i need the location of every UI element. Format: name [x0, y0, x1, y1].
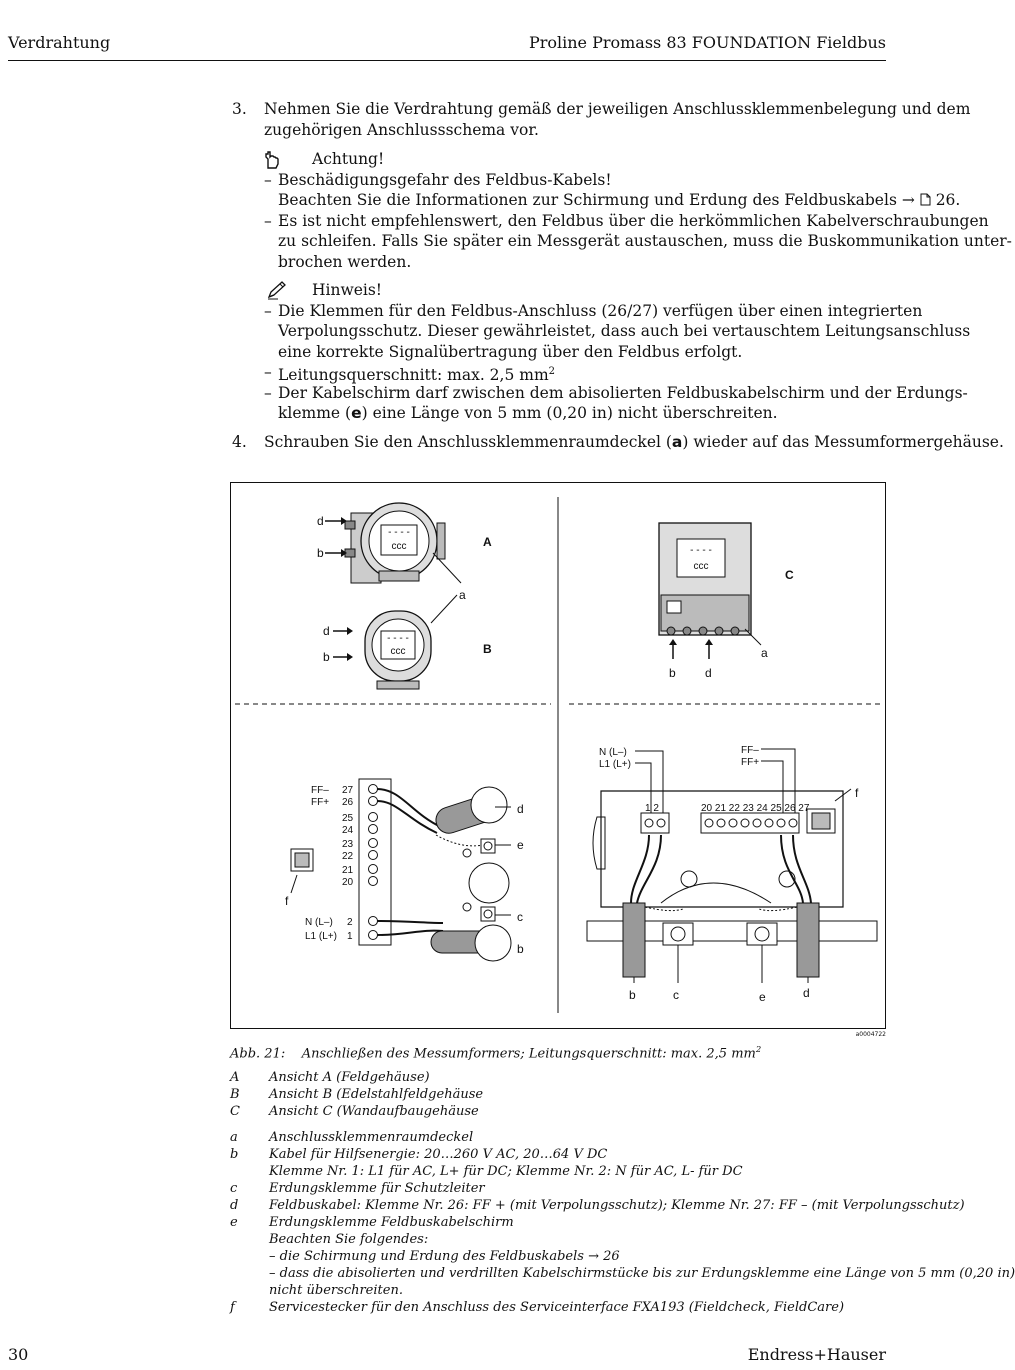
right-label-f: f: [855, 786, 859, 800]
step-3-line-2: zugehörigen Anschlussschema vor.: [264, 121, 539, 139]
header-rule: [8, 60, 886, 61]
right-label-e: e: [759, 990, 766, 1004]
left-term-1: 1: [347, 931, 353, 942]
left-label-ff-plus: FF+: [311, 797, 330, 808]
brand-name: Endress+Hauser: [747, 1345, 886, 1364]
view-b-label-b: b: [323, 650, 330, 664]
page-number: 30: [8, 1345, 29, 1364]
hint-bullet-3-line-1: Der Kabelschirm darf zwischen dem abisolierten Feldbuskabelschirm und der Erdungs-: [278, 384, 968, 402]
left-term-2: 2: [347, 917, 353, 928]
wiring-diagram: [231, 483, 885, 1028]
left-label-f: f: [285, 894, 289, 908]
right-label-n: N (L–): [599, 747, 627, 758]
hint-bullet-1-line-2: Verpolungsschutz. Dieser gewährleistet, dass auch bei vertauschtem Leitungsanschluss: [278, 322, 971, 340]
caution-bullet-1-line-2: Beachten Sie die Informationen zur Schirmung und Erdung des Feldbuskabels → 26.: [278, 191, 961, 209]
right-terms-20-27: 20 21 22 23 24 25 26 27: [701, 803, 810, 814]
legend-key: B: [230, 1087, 240, 1102]
right-label-b: b: [629, 988, 636, 1002]
left-label-b: b: [517, 942, 524, 956]
right-label-ff-plus: FF+: [741, 757, 760, 768]
view-a-title: A: [483, 535, 492, 549]
step-4-text: Schrauben Sie den Anschlussklemmenraumdeckel (a) wieder auf das Messumformergehäuse.: [264, 433, 1004, 451]
right-label-d: d: [803, 986, 810, 1000]
running-header-product: Proline Promass 83 FOUNDATION Fieldbus: [528, 33, 886, 52]
left-term-23: 23: [342, 839, 354, 850]
hint-bullet-2: Leitungsquerschnitt: max. 2,5 $mm^2$: [278, 366, 556, 385]
left-label-ff-minus: FF–: [311, 785, 329, 796]
step-4-number: 4.: [232, 433, 247, 451]
hint-dash-3: –: [264, 384, 272, 402]
view-c-title: C: [785, 568, 794, 582]
left-label-c: c: [517, 910, 523, 924]
legend-value: Ansicht A (Feldgehäuse): [269, 1070, 430, 1085]
view-c-label-a: a: [761, 646, 768, 660]
caution-page-ref: 26.: [935, 191, 961, 209]
caution-dash-2: –: [264, 212, 272, 230]
legend-key: c: [230, 1181, 238, 1196]
view-a-label-d: d: [317, 514, 324, 528]
view-b-label-d: d: [323, 624, 330, 638]
hint-dash-1: –: [264, 302, 272, 320]
legend-value: Ansicht C (Wandaufbaugehäuse: [269, 1104, 479, 1119]
left-label-d: d: [517, 802, 524, 816]
legend-value: Kabel für Hilfsenergie: 20…260 V AC, 20…64 V DC: [269, 1147, 608, 1162]
legend-key: C: [230, 1104, 240, 1119]
legend-key: A: [230, 1070, 240, 1085]
left-term-25: 25: [342, 813, 354, 824]
caution-bullet-2-line-2: zu schleifen. Falls Sie später ein Messgerät austauschen, muss die Buskommunikation unter-: [278, 232, 1012, 250]
caution-bullet-1-line-1: Beschädigungsgefahr des Feldbus-Kabels!: [278, 171, 612, 189]
caution-dash-1: –: [264, 171, 272, 189]
left-term-22: 22: [342, 851, 354, 862]
svg-text:- - - -: - - - -: [690, 545, 712, 556]
view-b-title: B: [483, 642, 492, 656]
view-c-housing: [659, 523, 751, 635]
legend-key: b: [230, 1147, 239, 1162]
legend-value: Klemme Nr. 1: L1 für AC, L+ für DC; Klemme Nr. 2: N für AC, L- für DC: [269, 1164, 743, 1179]
hint-bullet-1-line-1: Die Klemmen für den Feldbus-Anschluss (26/27) verfügen über einen integrierten: [278, 302, 923, 320]
svg-text:ccc: ccc: [693, 561, 709, 572]
left-label-e: e: [517, 838, 524, 852]
view-a-label-b: b: [317, 546, 324, 560]
legend-value: Erdungsklemme für Schutzleiter: [269, 1181, 485, 1196]
right-terms-1-2: 1 2: [645, 803, 659, 814]
legend-value: Erdungsklemme Feldbuskabelschirm: [269, 1215, 514, 1230]
view-c-label-b: b: [669, 666, 676, 680]
svg-text:ccc: ccc: [390, 646, 406, 657]
legend-value: Feldbuskabel: Klemme Nr. 26: FF + (mit Verpolungsschutz); Klemme Nr. 27: FF – (mit Verpolungsschutz): [269, 1198, 965, 1213]
left-label-n: N (L–): [305, 917, 333, 928]
left-term-24: 24: [342, 825, 354, 836]
legend-value: – die Schirmung und Erdung des Feldbuskabels → 26: [269, 1249, 620, 1264]
running-header-section: Verdrahtung: [8, 33, 111, 52]
right-label-l1: L1 (L+): [599, 759, 631, 770]
left-term-20: 20: [342, 877, 354, 888]
page-ref-icon: [920, 191, 936, 209]
step-3-number: 3.: [232, 100, 247, 118]
caution-bullet-2-line-3: brochen werden.: [278, 253, 412, 271]
legend-items: [230, 1129, 1015, 1319]
svg-text:ccc: ccc: [391, 541, 407, 552]
left-term-27: 27: [342, 785, 354, 796]
left-term-21: 21: [342, 865, 354, 876]
left-term-26: 26: [342, 797, 354, 808]
svg-text:- - - -: - - - -: [387, 633, 409, 644]
step-3-line-1: Nehmen Sie die Verdrahtung gemäß der jeweiligen Anschlussklemmenbelegung und dem: [264, 100, 971, 118]
legend-value: nicht überschreiten.: [269, 1283, 403, 1298]
figure-code: a0004722: [855, 1031, 886, 1038]
view-c-label-d: d: [705, 666, 712, 680]
caution-bullet-2-line-1: Es ist nicht empfehlenswert, den Feldbus über die herkömmlichen Kabelverschraubungen: [278, 212, 989, 230]
svg-text:- - - -: - - - -: [388, 527, 410, 538]
legend-key: a: [230, 1130, 238, 1145]
legend-key: f: [230, 1300, 235, 1315]
hint-title: Hinweis!: [312, 281, 383, 299]
legend-value: Beachten Sie folgendes:: [269, 1232, 429, 1247]
legend-value: – dass die abisolierten und verdrillten Kabelschirmstücke bis zur Erdungsklemme eine Länge von 5 mm (0,20 in): [269, 1266, 1015, 1281]
left-label-l1: L1 (L+): [305, 931, 337, 942]
hint-dash-2: –: [264, 363, 272, 381]
view-a-housing: [345, 503, 445, 583]
hint-bullet-3-line-2: klemme (e) eine Länge von 5 mm (0,20 in) nicht überschreiten.: [278, 404, 778, 422]
legend-key: d: [230, 1198, 239, 1213]
legend-value: Ansicht B (Edelstahlfeldgehäuse: [269, 1087, 484, 1102]
legend-key: e: [230, 1215, 238, 1230]
legend-value: Anschlussklemmenraumdeckel: [269, 1130, 474, 1145]
wiring-figure: [230, 482, 886, 1029]
view-b-housing: [365, 611, 431, 689]
figure-caption: Abb. 21: Anschließen des Messumformers; Leitungsquerschnitt: max. 2,5 $mm^2$: [230, 1044, 762, 1062]
right-label-c: c: [673, 988, 679, 1002]
legend-value: Servicestecker für den Anschluss des Serviceinterface FXA193 (Fieldcheck, FieldCare): [269, 1300, 845, 1315]
right-label-ff-minus: FF–: [741, 745, 759, 756]
legend-views: [230, 1069, 886, 1125]
caution-title: Achtung!: [312, 150, 385, 168]
view-a-label-a: a: [459, 588, 466, 602]
hint-bullet-1-line-3: eine korrekte Signalübertragung über den Feldbus erfolgt.: [278, 343, 743, 361]
